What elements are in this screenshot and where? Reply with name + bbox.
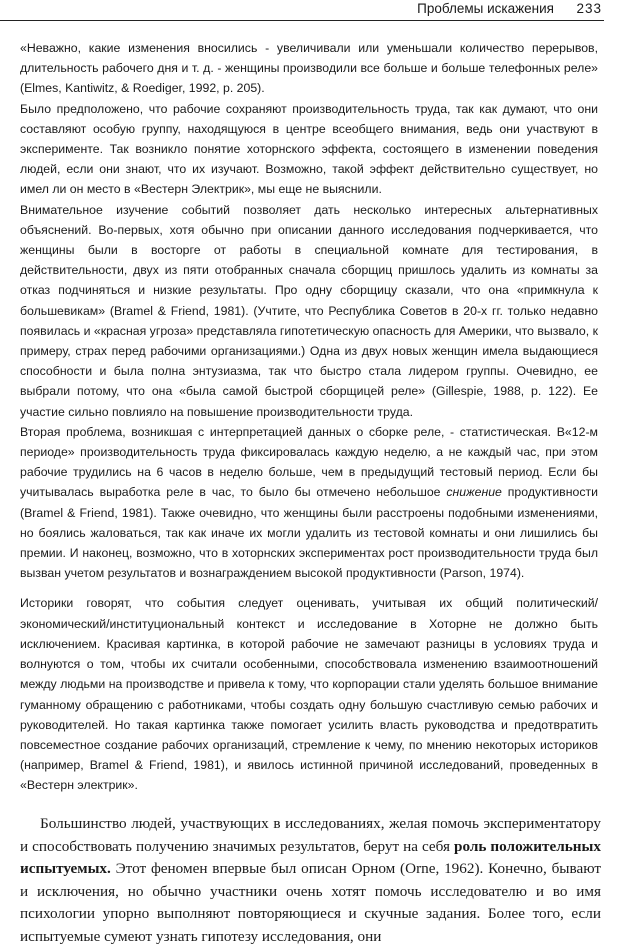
statistics-text-end: продуктивности (Bramel & Friend, 1981). Также очевидно, что женщины были расстроены подобными изменениями, но боялись жаловаться, так как иначе их могли удалить из тестовой комнаты и они лишились бы премии. И наконец, возможно, что в хоторнских экспериментах рост производительности труда был вызван учетом результатов и вознаграждением высокой продуктивности (Parson, 1974). [20, 485, 598, 581]
page-header [0, 0, 620, 24]
main-paragraph [20, 813, 601, 949]
sidebar-paragraph-hypothesis: Было предположено, что рабочие сохраняют производительность труда, так как думают, что они составляют особую группу, находящуюся в центре всеобщего внимания, ведь они участвуют в эксперименте. Так возникло понятие хоторнского эффекта, состоящего в изменении поведения людей, если они знают, что их изучают. Возможно, такой эффект действительно существует, но имел ли он место в «Вестерн Электрик», мы еще не выяснили. [20, 101, 598, 197]
sidebar-quote-paragraph: «Неважно, какие изменения вносились - увеличивали или уменьшали количество перерывов, длительность рабочего дня и т. д. - женщины производили все больше и больше телефонных реле» (Elmes, Kantiwitz, & Roediger, 1992, p. 205). [20, 41, 598, 96]
sidebar-paragraph-alternatives: Внимательное изучение событий позволяет дать несколько интересных альтернативных объяснений. Во-первых, хотя обычно при описании данного исследования подчеркивается, что женщины были в восторге от работы в специальной комнате для тестирования, в действительности, двух из пяти отобранных сначала сборщиц пришлось удалить из комнаты за отказ подчиняться и низкие результаты. Про одну сборщицу сказали, что она «примкнула к большевикам» (Bramel & Friend, 1981). (Учтите, что Республика Советов в 20-х гг. только недавно появилась и «красная угроза» представляла гипотетическую опасность для Америки, что вызвало, к примеру, страх перед рабочими организациями.) Одна из двух новых женщин имела выдающиеся способности и была полна энтузиазма, так что быстро стала лидером группы. Очевидно, ее выбрали потому, что она «была самой быстрой сборщицей реле» (Gillespie, 1988, p. 122). Ее участие сильно повлияло на повышение производительности труда. [20, 202, 598, 419]
sidebar-box [20, 38, 598, 796]
bold-term-good-subject-role: роль положительных испытуемых. [20, 837, 602, 878]
emphasis-decrease: снижение [446, 485, 502, 500]
running-title: Проблемы искажения [417, 1, 554, 16]
sidebar-paragraph-historians: Историки говорят, что события следует оценивать, учитывая их общий политический/экономический/институциональный контекст и исследование в Хоторне не должно быть исключением. Красивая картинка, в которой рабочие не замечают разницы в условиях труда и волнуются о том, чтобы их считали особенными, способствовала изменению взаимоотношений между людьми на производстве и привела к тому, что корпорации стали уделять большое внимание гуманному обращению с работниками, чтобы создать одну большую счастливую семью рабочих и руководителей. Но такая картинка также помогает усилить власть руководства и предотвратить повсеместное создание рабочих организаций, стремление к чему, по мнению некоторых историков (например, Bramel & Friend, 1981), и явилось истинной причиной исследований, проведенных в «Вестерн электрик». [20, 596, 598, 793]
main-text-end: Этот феномен впервые был описан Орном (Orne, 1962). Конечно, бывают и исключения, но обычно участники очень хотят помочь исследователю и во имя психологии упорно выполняют повторяющиеся и скучные задания. Более того, если испытуемые сумеют узнать гипотезу исследования, они [20, 860, 601, 945]
header-rule [0, 20, 604, 21]
main-text [20, 813, 601, 949]
page-number: 233 [576, 1, 602, 16]
main-text-start: Большинство людей, участвующих в исследованиях, желая помочь экспериментатору и способствовать получению значимых результатов, берут на себя [20, 815, 601, 855]
statistics-text-start: Вторая проблема, возникшая с интерпретацией данных о сборке реле, - статистическая. В«12-м периоде» производительность труда фиксировалась каждую неделю, а не каждый час, при этом рабочие трудились на 6 часов в неделю больше, чем в предыдущий тестовый период. Если бы учитывалась выработка реле в час, то было бы отмечено небольшое [20, 424, 598, 500]
sidebar-paragraph-statistics [20, 422, 598, 584]
